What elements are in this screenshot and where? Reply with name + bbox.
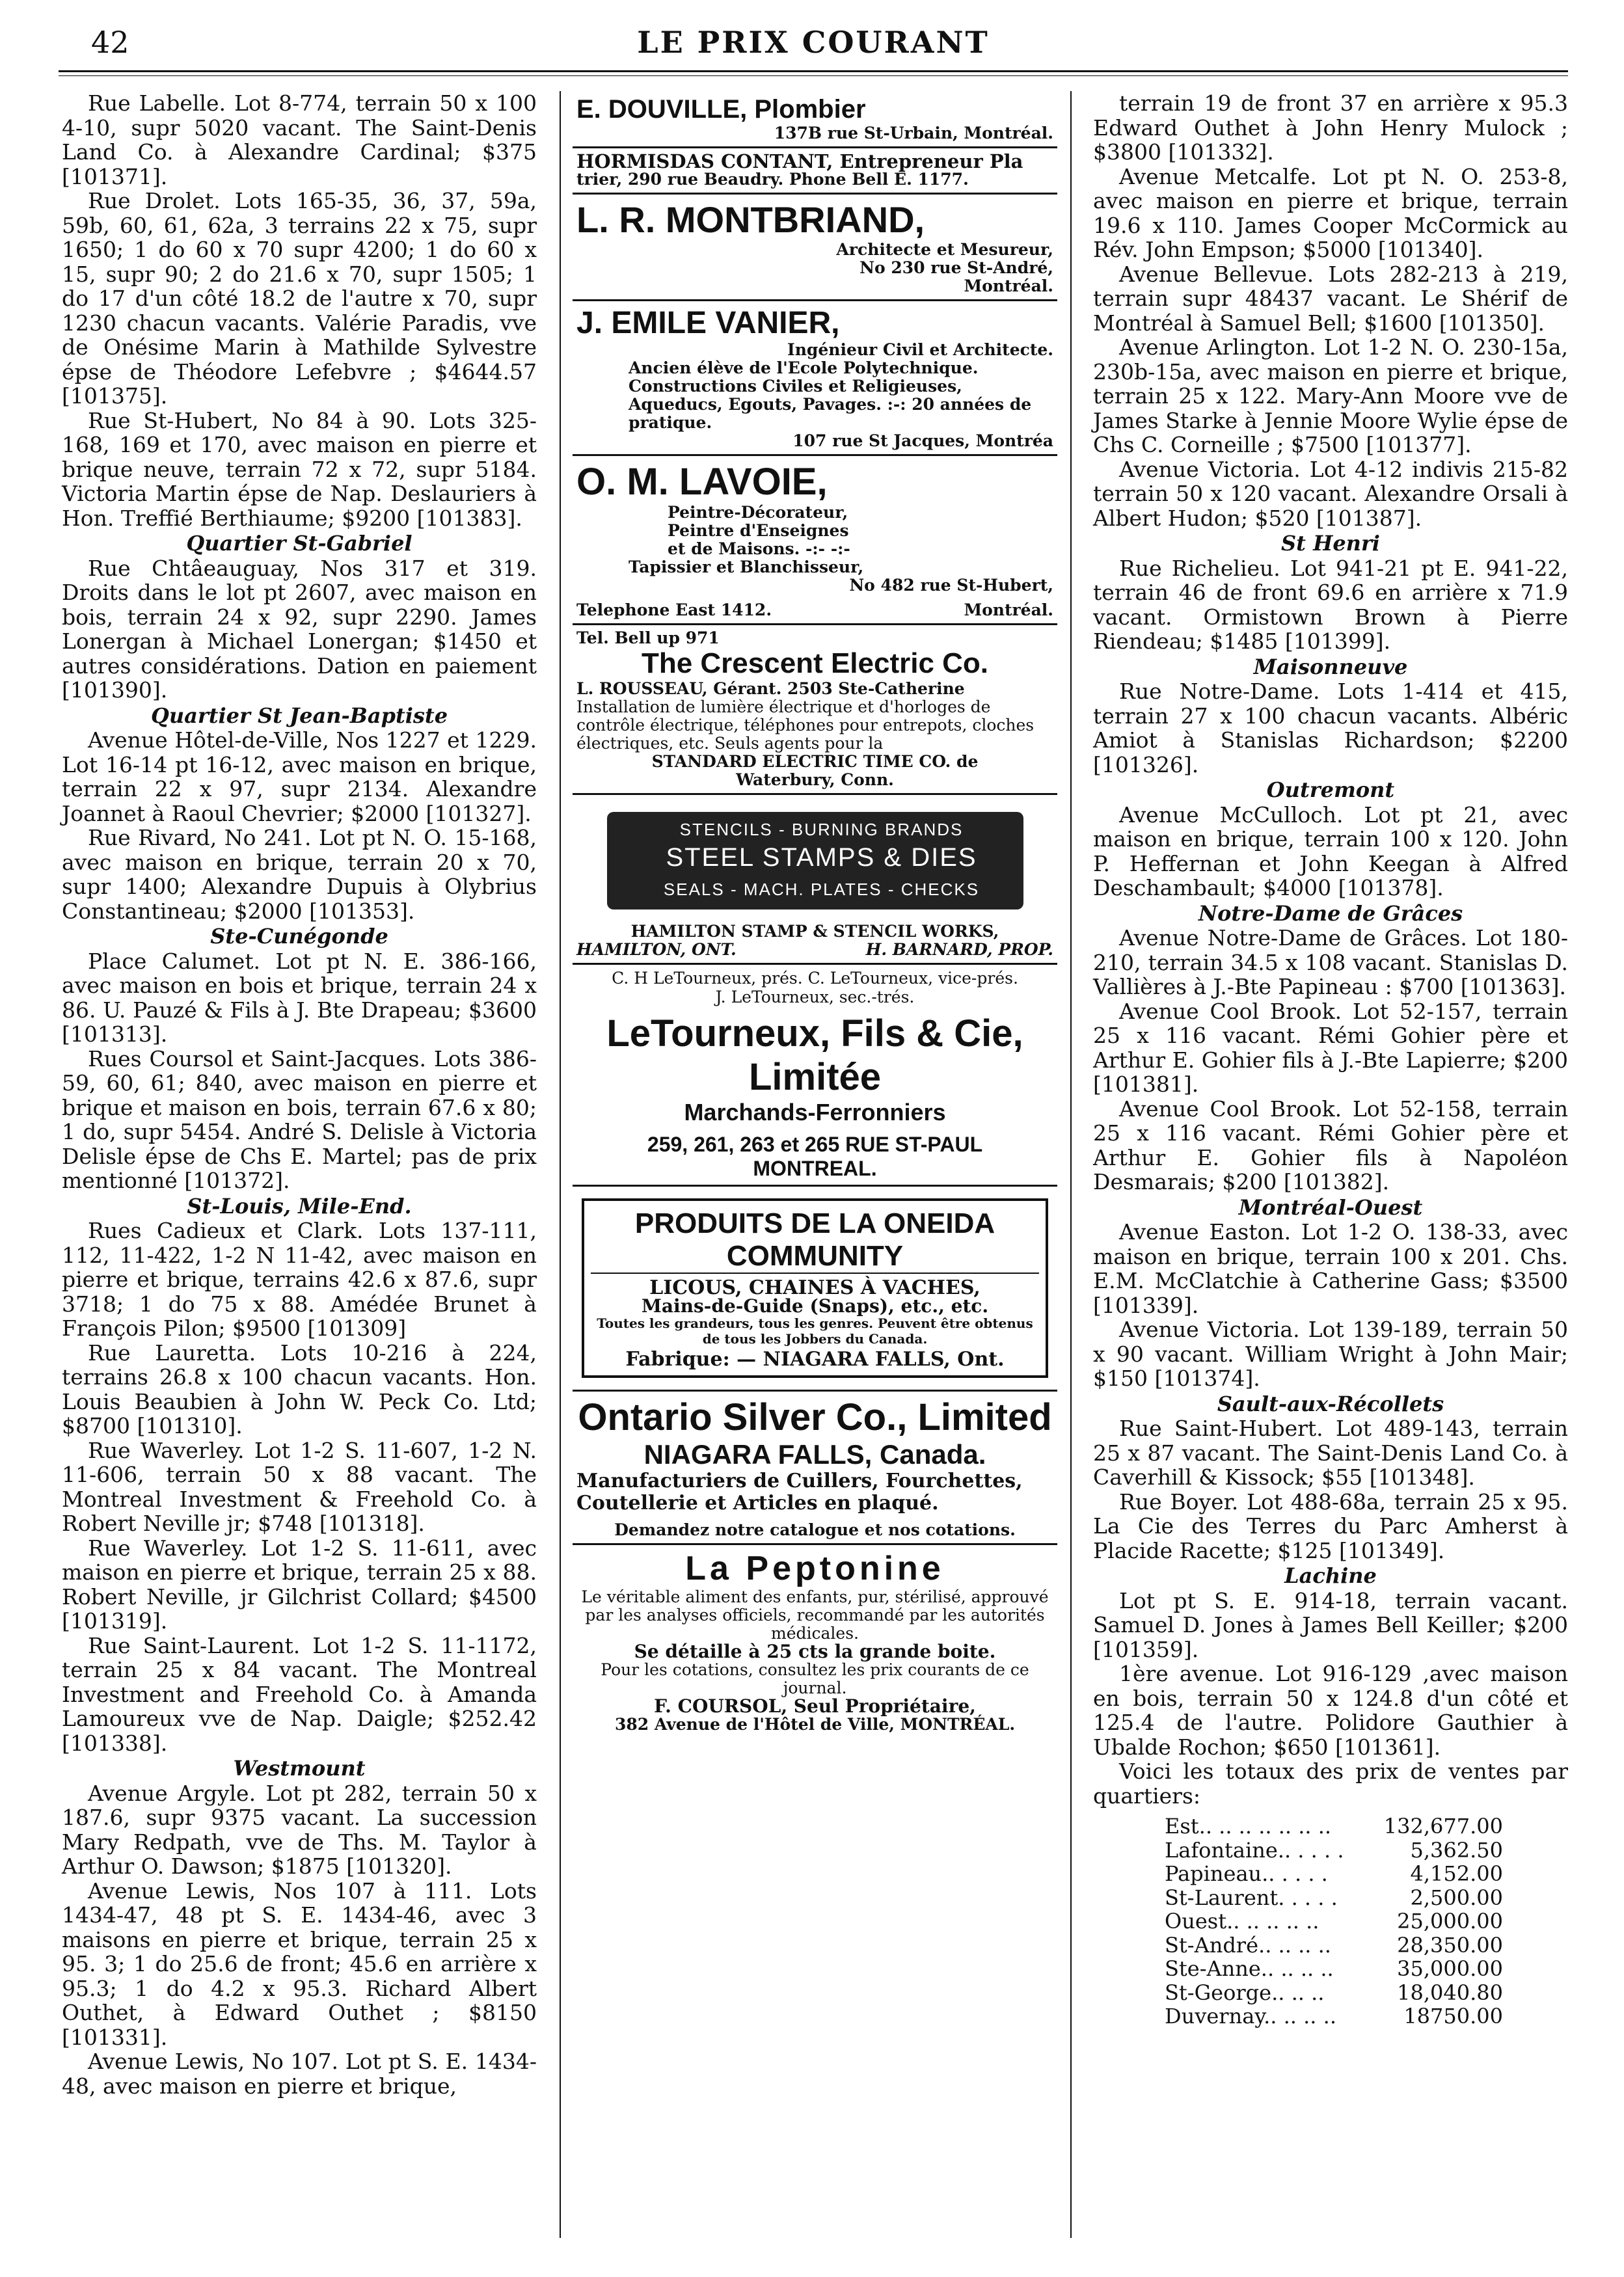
totals-amount: 4,152.00 (1410, 1861, 1503, 1886)
ad-hamilton-l1: HAMILTON STAMP & STENCIL WORKS, (630, 922, 999, 941)
ad-lavoie-l2: Peintre d'Enseignes (668, 521, 849, 540)
totals-amount: 25,000.00 (1397, 1909, 1503, 1933)
ad-oneida-name: PRODUITS DE LA ONEIDA COMMUNITY (591, 1207, 1039, 1274)
ad-crescent-name: The Crescent Electric Co. (641, 647, 989, 679)
ad-letourneux-l4: 259, 261, 263 et 265 RUE ST-PAUL (647, 1133, 983, 1156)
oneida-box (582, 1198, 1048, 1378)
ad-letourneux-l1: C. H LeTourneux, prés. C. LeTourneux, vice-prés. (612, 969, 1018, 988)
right-column (1093, 91, 1568, 2028)
totals-quarter: Lafontaine.. . . . . (1165, 1837, 1344, 1863)
page-number: 42 (91, 25, 129, 60)
ad-crescent (573, 625, 1057, 795)
ad-lavoie-city: Montréal. (964, 600, 1053, 619)
totals-amount: 18,040.80 (1397, 1980, 1503, 2005)
journal-title: LE PRIX COURANT (637, 25, 990, 60)
totals-amount: 18750.00 (1403, 2004, 1503, 2028)
totals-quarter: Ouest.. .. .. .. .. (1165, 1909, 1320, 1933)
ad-letourneux-l3: Marchands-Ferronniers (684, 1099, 946, 1125)
header-rule-thin (59, 75, 1568, 76)
ad-oneida-l2: Mains-de-Guide (Snaps), etc., etc. (641, 1295, 989, 1317)
column-divider (560, 91, 561, 2238)
ad-lavoie-l4: Tapissier et Blanchisseur, (629, 558, 864, 576)
ad-montbriand-name: L. R. MONTBRIAND, (576, 199, 925, 240)
ad-peptonine-l2: Se détaille à 25 cts la grande boite. (634, 1641, 996, 1662)
ad-ontario-l1: NIAGARA FALLS, Canada. (643, 1439, 986, 1470)
totals-amount: 35,000.00 (1397, 1956, 1503, 1981)
listing-paragraph: Rue Boyer. Lot 488-68a, terrain 25 x 95. La Cie des Terres du Parc Amherst à Placide Racette; $125 [101349]. (1093, 1489, 1568, 1563)
stencil-row-3: SEALS - MACH. PLATES - CHECKS (663, 880, 980, 899)
totals-quarter: Est.. .. .. .. .. .. .. (1165, 1814, 1332, 1839)
ad-ontario-l2: Manufacturiers de Cuillers, Fourchettes, Coutellerie et Articles en plaqué. (576, 1470, 1023, 1515)
ad-douville-name: E. DOUVILLE, Plombier (576, 95, 866, 124)
ad-letourneux (573, 965, 1057, 1187)
ad-crescent-l3: STANDARD ELECTRIC TIME CO. de (651, 752, 979, 771)
advertisement-column (573, 91, 1057, 1738)
ad-vanier-l3: 107 rue St Jacques, Montréa (792, 431, 1053, 450)
ad-contant (573, 148, 1057, 195)
listing-paragraph: Rue Chtâeauguay, Nos 317 et 319. Droits dans le lot pt 2607, avec maison en bois, terrain 24 x 92, supr 2290. James Lonergan à Michael Lonergan; $1450 et autres considérations. Dation en paiement [101390]. (62, 555, 537, 703)
ad-letourneux-l2: J. LeTourneux, sec.-trés. (715, 988, 915, 1006)
listing-paragraph: Avenue Arlington. Lot 1-2 N. O. 230-15a, 230b-15a, avec maison en pierre et brique, terrain 25 x 122. Mary-Ann Moore vve de James Starke à Jennie Moore Wylie épse de Chs C. Corneille ; $7500 [101377]. (1093, 334, 1568, 457)
totals-amount: 2,500.00 (1410, 1885, 1503, 1910)
listing-paragraph: Rue Richelieu. Lot 941-21 pt E. 941-22, terrain 46 de front 69.6 en arrière x 71.9 vacant. Ormistown Brown à Pierre Riendeau; $1485 [101399]. (1093, 555, 1568, 654)
stencil-row-2: STEEL STAMPS & DIES (666, 843, 977, 872)
ad-douville-addr: 137B rue St-Urbain, Montréal. (774, 124, 1053, 142)
listing-paragraph: Rue Labelle. Lot 8-774, terrain 50 x 100 4-10, supr 5020 vacant. The Saint-Denis Land Co. à Alexandre Cardinal; $375 [101371]. (62, 90, 537, 189)
totals-row (1165, 1814, 1503, 1839)
left-column (62, 91, 537, 2098)
listing-paragraph: Rue Saint-Laurent. Lot 1-2 S. 11-1172, terrain 25 x 84 vacant. The Montreal Investment and Freehold Co. à Amanda Lamoureux vve de Nap. Daigle; $252.42 [101338]. (62, 1632, 537, 1756)
listing-paragraph: Avenue Metcalfe. Lot pt N. O. 253-8, avec maison en pierre et brique, terrain 19.6 x 110. James Cooper McCormick au Rév. John Empson; $5000 [101340]. (1093, 163, 1568, 262)
totals-amount: 132,677.00 (1383, 1814, 1503, 1839)
totals-amount: 5,362.50 (1410, 1837, 1503, 1863)
ad-oneida-l4: Fabrique: — NIAGARA FALLS, Ont. (625, 1348, 1005, 1371)
listing-paragraph: Avenue Hôtel-de-Ville, Nos 1227 et 1229. Lot 16-14 pt 16-12, avec maison en brique, terrain 22 x 97, supr 2134. Alexandre Joannet à Raoul Chevrier; $2000 [101327]. (62, 727, 537, 826)
ad-ontario-silver (573, 1392, 1057, 1545)
section-heading: St Henri (1281, 531, 1380, 556)
ad-oneida (573, 1187, 1057, 1392)
stencil-logo (607, 812, 1023, 909)
listing-paragraph: Rue Waverley. Lot 1-2 S. 11-607, 1-2 N. 11-606, terrain 50 x 88 vacant. The Montreal Investment & Freehold Co. à Robert Neville jr; $748 [101318]. (62, 1437, 537, 1536)
ad-peptonine-l5: 382 Avenue de l'Hôtel de Ville, MONTRÉAL. (614, 1715, 1016, 1734)
listing-paragraph: Rue Notre-Dame. Lots 1-414 et 415, terrain 27 x 100 chacun vacants. Albéric Amiot à Stanislas Richardson; $2200 [101326]. (1093, 679, 1568, 777)
section-heading: Sault-aux-Récollets (1217, 1391, 1444, 1416)
ad-hamilton-city: HAMILTON, ONT. (576, 940, 737, 959)
ad-peptonine-name: La Peptonine (685, 1550, 945, 1587)
ad-ontario-l3: Demandez notre catalogue et nos cotations. (614, 1520, 1016, 1539)
totals-row (1165, 1909, 1503, 1933)
listing-paragraph: Avenue Victoria. Lot 139-189, terrain 50 x 90 vacant. William Wright à John Mair; $150 [101374]. (1093, 1317, 1568, 1391)
page-header (59, 20, 1568, 65)
ad-lavoie-phone: Telephone East 1412. (576, 600, 772, 619)
ad-crescent-l1: L. ROUSSEAU, Gérant. 2503 Ste-Catherine (576, 679, 965, 698)
totals-quarter: St-André.. .. .. .. (1165, 1932, 1331, 1958)
listing-paragraph: Avenue Notre-Dame de Grâces. Lot 180-210, terrain 34.5 x 108 vacant. Stanislas D. Vallières à J.-Bte Papineau : $700 [101363]. (1093, 925, 1568, 999)
ad-peptonine-l4: F. COURSOL, Seul Propriétaire, (654, 1695, 976, 1717)
column-divider (1070, 91, 1072, 2238)
ad-contant-name: HORMISDAS CONTANT, Entrepreneur Pla (576, 150, 1023, 172)
ad-montbriand-l1: Architecte et Mesureur, (836, 240, 1053, 259)
listing-paragraph: Voici les totaux des prix de ventes par quartiers: (1093, 1758, 1568, 1809)
totals-quarter: Duvernay.. .. .. .. (1165, 2004, 1336, 2028)
totals-quarter: St-George.. .. .. (1165, 1980, 1325, 2005)
ad-oneida-l3: Toutes les grandeurs, tous les genres. Peuvent être obtenus de tous les Jobbers du Canada. (597, 1315, 1033, 1347)
section-heading: St-Louis, Mile-End. (187, 1193, 412, 1219)
ad-crescent-l4: Waterbury, Conn. (736, 770, 894, 789)
listing-paragraph: Rue Waverley. Lot 1-2 S. 11-611, avec maison en pierre et brique, terrain 25 x 88. Robert Neville, jr Gilchrist Collard; $4500 [101319]. (62, 1535, 537, 1634)
ad-peptonine-l1: Le véritable aliment des enfants, pur, stérilisé, approuvé par les analyses officiels, recommandé par les autorités médicales. (581, 1587, 1049, 1643)
listing-paragraph: Place Calumet. Lot pt N. E. 386-166, avec maison en bois et brique, terrain 24 x 86. U. Pauzé & Fils à J. Bte Drapeau; $3600 [101313]. (62, 948, 537, 1047)
listing-paragraph: Avenue Cool Brook. Lot 52-157, terrain 25 x 116 vacant. Rémi Gohier père et Arthur E. Gohier fils à J.-Bte Lapierre; $200 [101381]. (1093, 998, 1568, 1097)
ad-letourneux-l5: MONTREAL. (753, 1157, 877, 1180)
section-heading: Ste-Cunégonde (210, 924, 388, 949)
section-heading: Westmount (233, 1756, 366, 1781)
ad-lavoie-name: O. M. LAVOIE, (576, 461, 828, 503)
ad-lavoie (573, 456, 1057, 625)
listing-paragraph: Rues Cadieux et Clark. Lots 137-111, 112, 11-422, 1-2 N 11-42, avec maison en pierre et brique, terrains 42.6 x 87.6, supr 3718; 1 do 75 x 88. Amédée Brunet à François Pilon; $9500 [101309] (62, 1218, 537, 1341)
ad-peptonine-l3: Pour les cotations, consultez les prix courants de ce journal. (601, 1660, 1029, 1697)
listing-paragraph: 1ère avenue. Lot 916-129 ,avec maison en bois, terrain 50 x 124.8 d'un côté et 125.4 de l'autre. Polidore Gauthier à Ubalde Rochon; $650 [101361]. (1093, 1661, 1568, 1760)
ad-vanier-l1: Ingénieur Civil et Architecte. (787, 340, 1053, 359)
totals-quarter: Papineau.. . . . . (1165, 1861, 1328, 1886)
ad-vanier (573, 301, 1057, 456)
listing-paragraph: Avenue Victoria. Lot 4-12 indivis 215-82 terrain 50 x 120 vacant. Alexandre Orsali à Albert Hudon; $520 [101387]. (1093, 456, 1568, 531)
listing-paragraph: Avenue Cool Brook. Lot 52-158, terrain 25 x 116 vacant. Rémi Gohier père et Arthur E. Gohier fils à Napoléon Desmarais; $200 [101382]. (1093, 1096, 1568, 1194)
ad-lavoie-l1: Peintre-Décorateur, (668, 503, 848, 522)
totals-row (1165, 2004, 1503, 2028)
listing-paragraph: terrain 19 de front 37 en arrière x 95.3 Edward Outhet à John Henry Mulock ; $3800 [101332]. (1093, 90, 1568, 165)
totals-row (1165, 1839, 1503, 1863)
totals-quarter: Ste-Anne.. .. .. .. (1165, 1956, 1334, 1981)
totals-quarter: St-Laurent. . . . . (1165, 1885, 1338, 1910)
listing-paragraph: Rue St-Hubert, No 84 à 90. Lots 325-168, 169 et 170, avec maison en pierre et brique neuve, terrain 72 x 72, supr 5184. Victoria Martin épse de Nap. Deslauriers à Hon. Treffié Berthiaume; $9200 [101383]. (62, 407, 537, 531)
ad-montbriand-l3: Montréal. (964, 276, 1053, 295)
ad-vanier-name: J. EMILE VANIER, (576, 306, 840, 340)
ad-vanier-l2: Ancien élève de l'Ecole Polytechnique. Constructions Civiles et Religieuses, Aqueducs, Egouts, Pavages. :-: 20 années de pratique. (629, 358, 1032, 432)
listing-paragraph: Avenue Argyle. Lot pt 282, terrain 50 x 187.6, supr 9375 vacant. La succession Mary Redpath, vve de Ths. M. Taylor à Arthur O. Dawson; $1875 [101320]. (62, 1780, 537, 1879)
totals-row (1165, 1886, 1503, 1910)
listing-paragraph: Rue Rivard, No 241. Lot pt N. O. 15-168, avec maison en brique, terrain 20 x 70, supr 1400; Alexandre Dupuis à Olybrius Constantineau; $2000 [101353]. (62, 825, 537, 924)
ad-crescent-tel: Tel. Bell up 971 (576, 628, 720, 647)
ad-crescent-l2: Installation de lumière électrique et d'horloges de contrôle électrique, téléphones pour entrepots, cloches électriques, etc. Seuls agents pour la (576, 697, 1035, 753)
listing-paragraph: Rue Drolet. Lots 165-35, 36, 37, 59a, 59b, 60, 61, 62a, 3 terrains 22 x 75, supr 1650; 1 do 60 x 70 supr 4200; 1 do 60 x 15, supr 90; 2 do 21.6 x 70, supr 1505; 1 do 17 d'un côté 18.2 de l'autre x 70, supr 1230 chacun vacants. Valérie Paradis, vve de Onésime Marin à Mathilde Sylvestre épse de Théodore Lefebvre ; $4644.57 [101375]. (62, 188, 537, 409)
totals-row (1165, 1933, 1503, 1958)
listing-paragraph: Avenue Lewis, No 107. Lot pt S. E. 1434-48, avec maison en pierre et brique, (62, 2049, 537, 2099)
listing-paragraph: Avenue Easton. Lot 1-2 O. 138-33, avec maison en brique, terrain 100 x 201. Chs. E.M. McClatchie à Catherine Gass; $3500 [101339]. (1093, 1219, 1568, 1318)
section-heading: Quartier St-Gabriel (186, 531, 413, 556)
section-heading: Maisonneuve (1253, 654, 1408, 679)
section-heading: Notre-Dame de Grâces (1198, 900, 1463, 926)
ad-hamilton-footer (576, 941, 1053, 959)
listing-paragraph: Rue Lauretta. Lots 10-216 à 224, terrains 26.8 x 100 chacun vacants. Hon. Louis Beaubien à John W. Peck Co. Ltd; $8700 [101310]. (62, 1340, 537, 1438)
totals-row (1165, 1862, 1503, 1886)
ad-hamilton (573, 795, 1057, 965)
ad-contant-addr: trier, 290 rue Beaudry. Phone Bell E. 1177. (576, 170, 969, 189)
ad-lavoie-l3: et de Maisons. -:- -:- (668, 539, 850, 558)
ad-oneida-l1: LICOUS, CHAINES À VACHES, (649, 1276, 981, 1299)
ad-montbriand (573, 195, 1057, 301)
section-heading: Montréal-Ouest (1238, 1194, 1423, 1220)
ad-lavoie-l5: No 482 rue St-Hubert, (849, 576, 1053, 595)
totals-amount: 28,350.00 (1397, 1932, 1503, 1958)
ad-montbriand-l2: No 230 rue St-André, (859, 258, 1053, 277)
section-heading: Lachine (1284, 1563, 1377, 1588)
ad-douville (573, 91, 1057, 148)
ad-hamilton-prop: H. BARNARD, PROP. (865, 940, 1053, 959)
listing-paragraph: Lot pt S. E. 914-18, terrain vacant. Samuel D. Jones à James Bell Keiller; $200 [101359]. (1093, 1587, 1568, 1662)
listing-paragraph: Avenue Bellevue. Lots 282-213 à 219, terrain supr 48437 vacant. Le Shérif de Montréal à Samuel Bell; $1600 [101350]. (1093, 261, 1568, 336)
ad-ontario-name: Ontario Silver Co., Limited (578, 1396, 1052, 1438)
ad-peptonine (573, 1545, 1057, 1738)
header-rule (59, 70, 1568, 72)
listing-paragraph: Avenue McCulloch. Lot pt 21, avec maison en brique, terrain 100 x 120. John P. Heffernan et John Keegan à Alfred Deschambault; $4000 [101378]. (1093, 802, 1568, 900)
listing-paragraph: Rues Coursol et Saint-Jacques. Lots 386-59, 60, 61; 840, avec maison en pierre et brique et maison en bois, terrain 67.6 x 80; 1 do, supr 5454. André S. Delisle à Victoria Delisle épse de Chs E. Martel; pas de prix mentionné [101372]. (62, 1045, 537, 1193)
section-heading: Quartier St Jean-Baptiste (150, 703, 448, 728)
stencil-row-1: STENCILS - BURNING BRANDS (679, 820, 964, 839)
totals-row (1165, 1981, 1503, 2005)
ad-letourneux-name: LeTourneux, Fils & Cie, Limitée (606, 1012, 1023, 1098)
listing-paragraph: Rue Saint-Hubert. Lot 489-143, terrain 25 x 87 vacant. The Saint-Denis Land Co. à Caverhill & Kissock; $55 [101348]. (1093, 1416, 1568, 1490)
totals-table (1165, 1814, 1503, 2028)
listing-paragraph: Avenue Lewis, Nos 107 à 111. Lots 1434-47, 48 pt S. E. 1434-46, avec 3 maisons en pierre et brique, terrain 25 x 95. 3; 1 do 25.6 de front; 45.6 en arrière x 95.3; 1 do 4.2 x 95.3. Richard Albert Outhet, à Edward Outhet ; $8150 [101331]. (62, 1878, 537, 2050)
section-heading: Outremont (1266, 777, 1395, 802)
ad-lavoie-footer (576, 601, 1053, 619)
totals-row (1165, 1957, 1503, 1981)
